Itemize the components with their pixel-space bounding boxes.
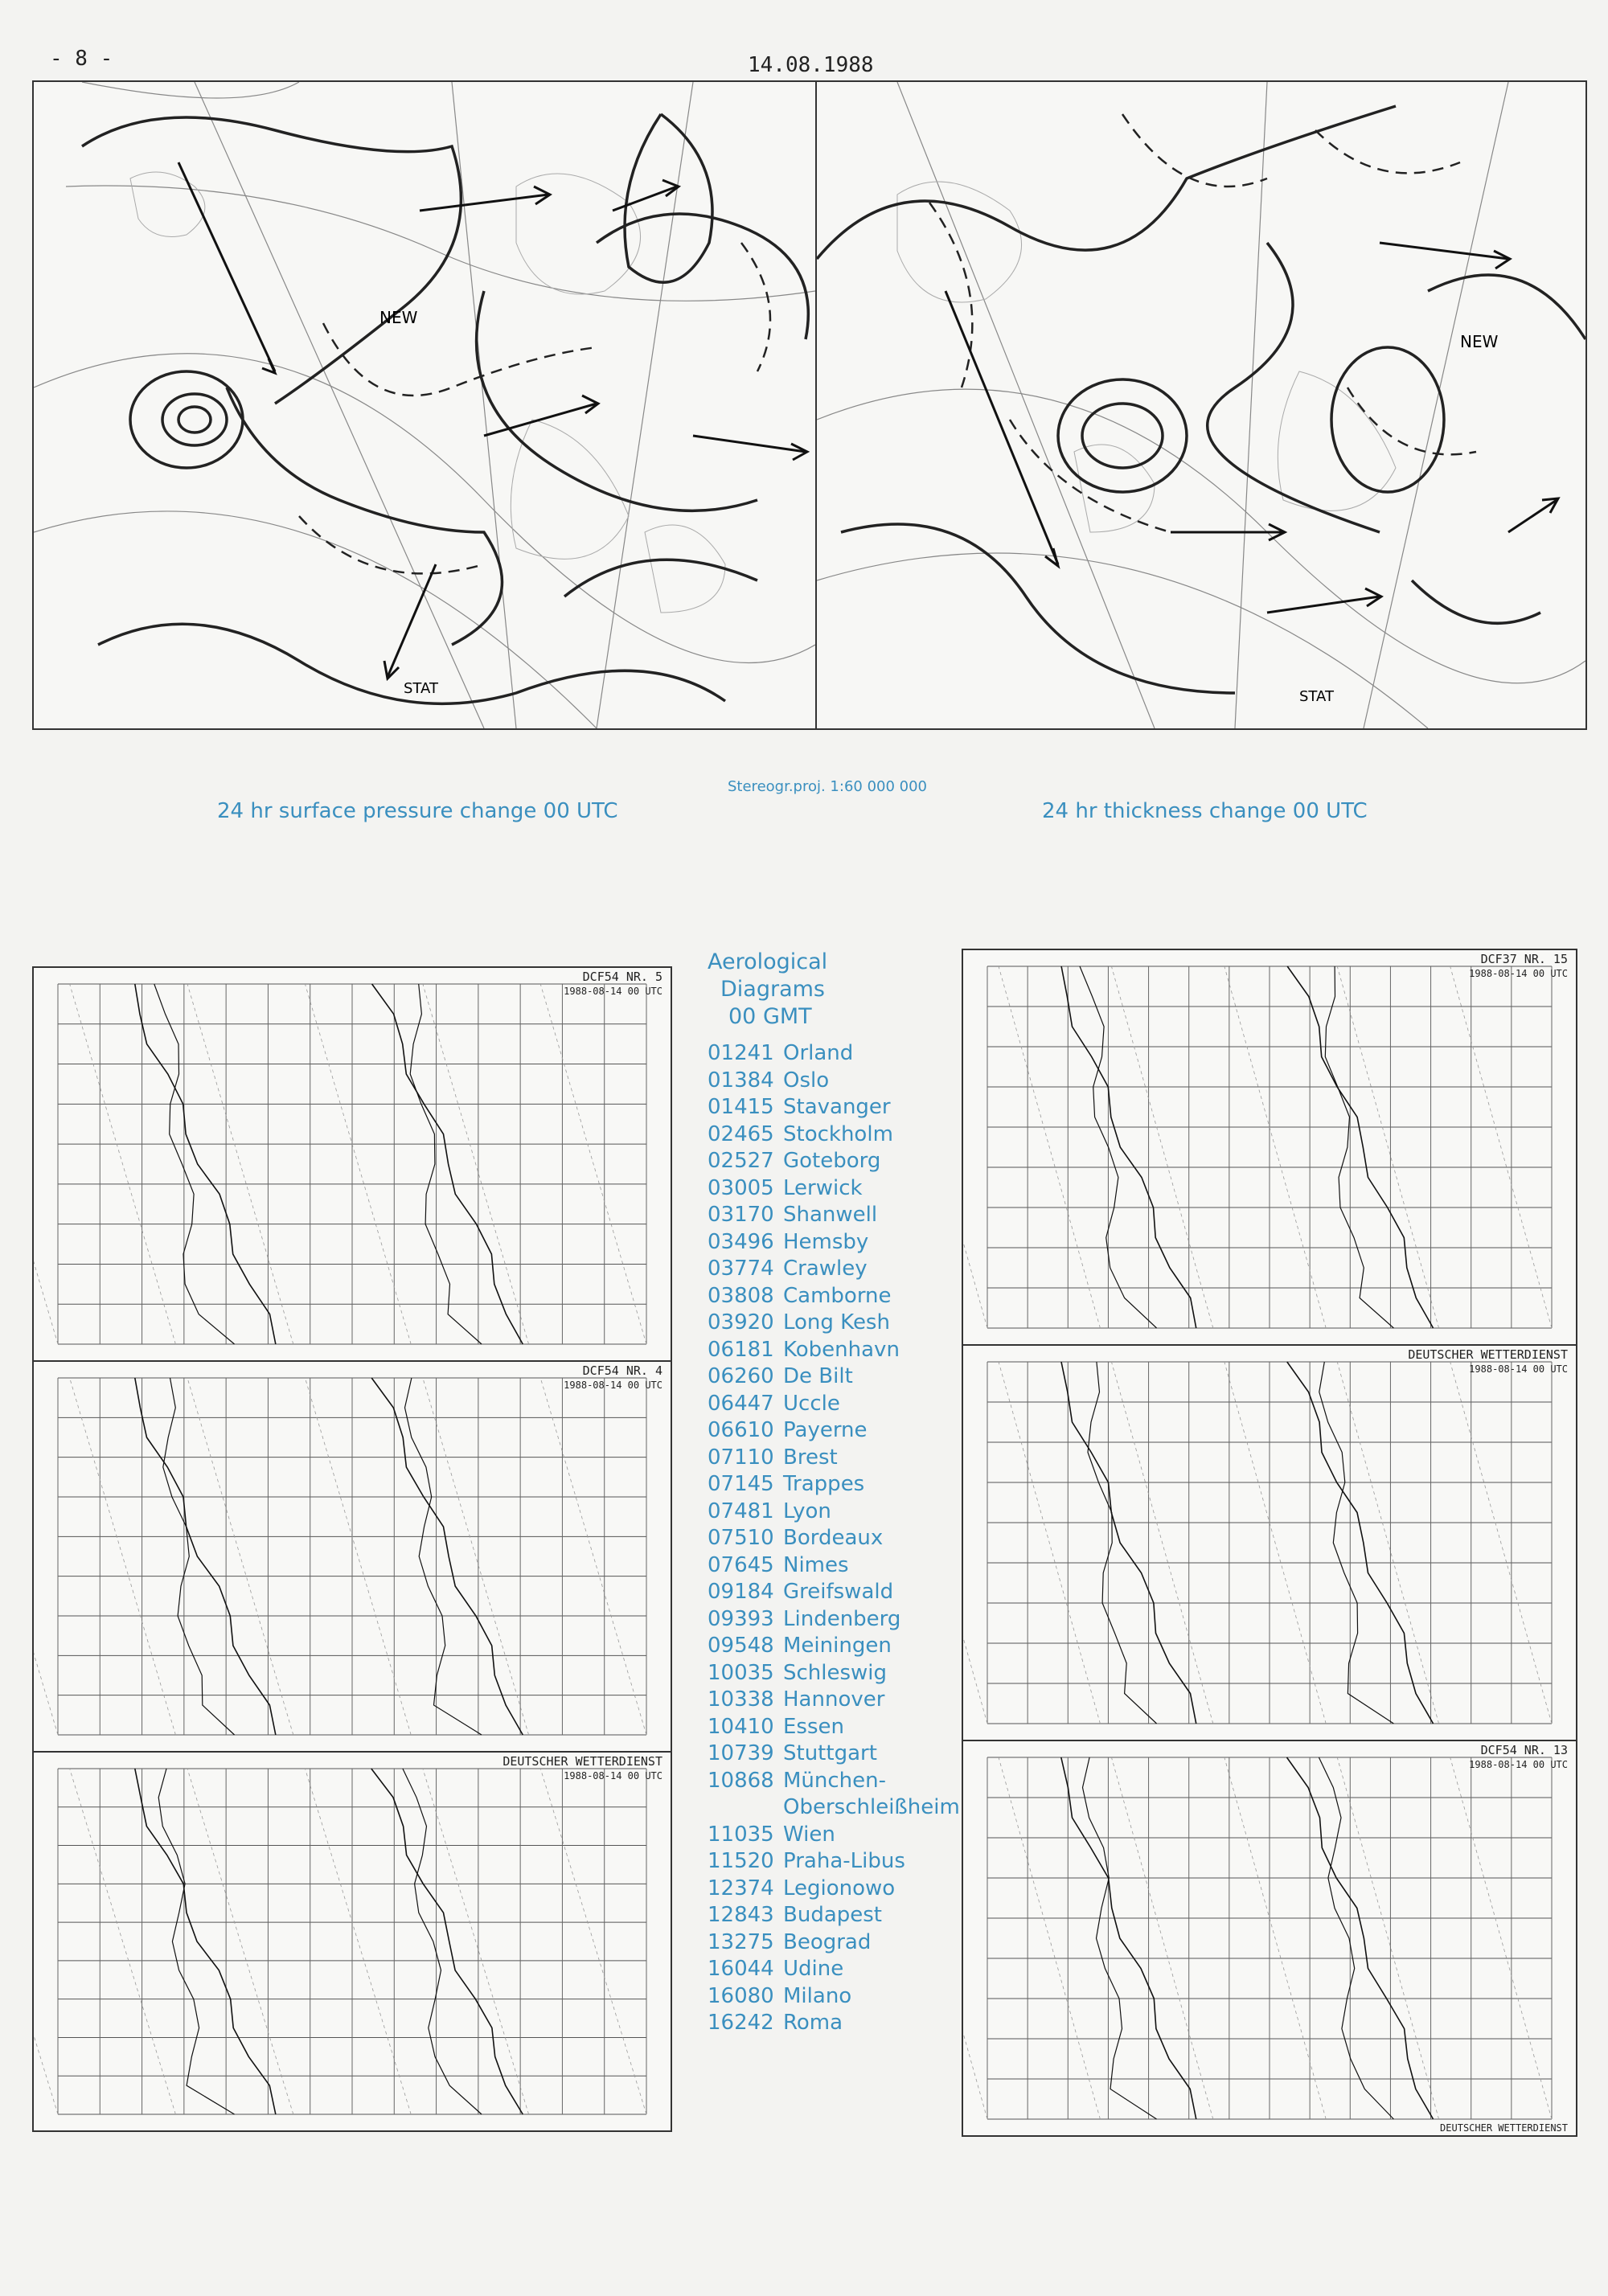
station-name-continuation: Oberschleißheim <box>783 1795 960 1819</box>
station-name: Praha-Libus <box>783 1849 905 1873</box>
diagram-title: DCF54 NR. 5 <box>582 970 662 984</box>
station-legend <box>708 949 960 2037</box>
station-code: 16080 <box>708 1983 774 2008</box>
station-code: 03170 <box>708 1203 774 1227</box>
station-code: 01415 <box>708 1095 774 1119</box>
station-code: 06260 <box>708 1364 774 1388</box>
station-row <box>708 2010 957 2037</box>
aerological-diagram-left-top <box>32 966 672 1362</box>
station-name: Hemsby <box>783 1229 869 1254</box>
station-code: 11520 <box>708 1849 774 1873</box>
station-row <box>708 1740 957 1768</box>
station-name: Stuttgart <box>783 1741 877 1765</box>
station-name: Orland <box>783 1041 854 1065</box>
diagram-date: 1988-08-14 00 UTC <box>1469 1759 1568 1770</box>
aerological-diagram-right-mid <box>962 1344 1577 1741</box>
station-row <box>708 1445 957 1472</box>
station-row <box>708 1714 957 1741</box>
page-date: 14.08.1988 <box>748 53 874 77</box>
station-code: 16242 <box>708 2011 774 2035</box>
station-code: 03005 <box>708 1175 774 1200</box>
station-row <box>708 1579 957 1606</box>
diagram-drawing <box>963 1741 1576 2135</box>
station-name: Lerwick <box>783 1175 863 1200</box>
diagram-drawing <box>34 1753 671 2130</box>
station-name: Beograd <box>783 1929 872 1954</box>
diagram-date: 1988-08-14 00 UTC <box>564 986 662 997</box>
station-name: Wien <box>783 1822 835 1847</box>
diagram-date: 1988-08-14 00 UTC <box>1469 1363 1568 1375</box>
station-code: 12374 <box>708 1876 774 1900</box>
station-name: Nimes <box>783 1552 849 1577</box>
aerological-diagram-right-top <box>962 949 1577 1346</box>
diagram-drawing <box>34 1362 671 1751</box>
station-name: Shanwell <box>783 1203 878 1227</box>
map-label-new: NEW <box>379 308 418 327</box>
diagram-title: DEUTSCHER WETTERDIENST <box>503 1754 662 1769</box>
station-code: 10035 <box>708 1660 774 1685</box>
aerological-diagram-right-bottom <box>962 1740 1577 2137</box>
station-name: Budapest <box>783 1903 882 1927</box>
station-row <box>708 1929 957 1957</box>
diagram-date: 1988-08-14 00 UTC <box>1469 968 1568 979</box>
station-row <box>708 1202 957 1229</box>
station-code: 07510 <box>708 1526 774 1550</box>
station-row <box>708 1363 957 1391</box>
diagram-title: DEUTSCHER WETTERDIENST <box>1408 1347 1568 1362</box>
legend-heading <box>708 949 957 1031</box>
page-number: - 8 - <box>50 47 113 71</box>
station-row <box>708 1768 957 1795</box>
station-name: Goteborg <box>783 1149 881 1173</box>
thickness-map-drawing <box>817 82 1585 728</box>
station-row <box>708 1956 957 1983</box>
station-row <box>708 1983 957 2011</box>
diagram-drawing <box>34 968 671 1360</box>
station-row <box>708 1040 957 1068</box>
map-label-stat: STAT <box>404 680 438 697</box>
map-label-stat-right: STAT <box>1299 688 1334 705</box>
station-row <box>708 1229 957 1257</box>
station-code: 03920 <box>708 1310 774 1335</box>
station-row <box>708 1121 957 1149</box>
station-row <box>708 1337 957 1364</box>
station-code: 12843 <box>708 1903 774 1927</box>
station-name: Long Kesh <box>783 1310 890 1335</box>
station-code: 16044 <box>708 1957 774 1981</box>
station-code: 02465 <box>708 1121 774 1146</box>
station-code: 10410 <box>708 1714 774 1739</box>
station-name: Milano <box>783 1983 852 2008</box>
station-name: De Bilt <box>783 1364 853 1388</box>
station-row <box>708 1822 957 1849</box>
station-name: Legionowo <box>783 1876 896 1900</box>
right-map-caption: 24 hr thickness change 00 UTC <box>1042 799 1368 823</box>
station-code: 09548 <box>708 1634 774 1658</box>
diagram-date: 1988-08-14 00 UTC <box>564 1380 662 1391</box>
projection-note: Stereogr.proj. 1:60 000 000 <box>728 778 928 795</box>
aerological-diagram-left-bottom <box>32 1751 672 2132</box>
station-name: Oslo <box>783 1068 830 1093</box>
station-name: Trappes <box>783 1472 865 1496</box>
station-row <box>708 1391 957 1418</box>
station-name: Stavanger <box>783 1095 891 1119</box>
station-name: Hannover <box>783 1687 885 1712</box>
station-row <box>708 1660 957 1687</box>
station-row <box>708 1175 957 1203</box>
station-row <box>708 1499 957 1526</box>
diagram-footer: DEUTSCHER WETTERDIENST <box>1440 2122 1568 2134</box>
diagram-drawing <box>963 1346 1576 1740</box>
pressure-map-drawing <box>34 82 815 728</box>
station-code: 07145 <box>708 1472 774 1496</box>
station-name: Lyon <box>783 1499 831 1523</box>
station-row <box>708 1310 957 1337</box>
station-code: 13275 <box>708 1929 774 1954</box>
station-row <box>708 1148 957 1175</box>
station-name: Schleswig <box>783 1660 888 1685</box>
legend-heading-line1: Aerological <box>708 949 828 974</box>
station-row <box>708 1283 957 1310</box>
station-code: 11035 <box>708 1822 774 1847</box>
station-row <box>708 1068 957 1095</box>
diagram-drawing <box>963 950 1576 1344</box>
station-code: 06447 <box>708 1391 774 1416</box>
station-name: Greifswald <box>783 1580 894 1604</box>
station-row <box>708 1256 957 1283</box>
aerological-diagram-left-mid <box>32 1360 672 1753</box>
thickness-change-map <box>815 80 1587 730</box>
station-name: Essen <box>783 1714 844 1739</box>
station-name: Uccle <box>783 1391 840 1416</box>
station-row <box>708 1633 957 1660</box>
station-code: 03808 <box>708 1283 774 1308</box>
station-code: 09184 <box>708 1580 774 1604</box>
station-name: Crawley <box>783 1257 868 1281</box>
station-code: 07110 <box>708 1445 774 1470</box>
station-row <box>708 1094 957 1121</box>
station-code: 10868 <box>708 1768 774 1793</box>
station-row <box>708 1552 957 1580</box>
diagram-title: DCF37 NR. 15 <box>1480 952 1568 966</box>
diagram-title: DCF54 NR. 4 <box>582 1363 662 1378</box>
station-row <box>708 1471 957 1499</box>
station-row <box>708 1848 957 1876</box>
station-name: Bordeaux <box>783 1526 884 1550</box>
left-map-caption: 24 hr surface pressure change 00 UTC <box>217 799 618 823</box>
station-row <box>708 1606 957 1634</box>
station-row <box>708 1876 957 1903</box>
diagram-title: DCF54 NR. 13 <box>1480 1743 1568 1757</box>
surface-pressure-change-map <box>32 80 817 730</box>
station-code: 07481 <box>708 1499 774 1523</box>
station-name: Camborne <box>783 1283 892 1308</box>
station-name: Kobenhavn <box>783 1337 900 1362</box>
diagram-date: 1988-08-14 00 UTC <box>564 1770 662 1781</box>
station-code: 01241 <box>708 1041 774 1065</box>
station-name: Roma <box>783 2011 843 2035</box>
station-code: 10338 <box>708 1687 774 1712</box>
station-name: Stockholm <box>783 1121 893 1146</box>
station-row <box>708 1902 957 1929</box>
station-name: Meiningen <box>783 1634 892 1658</box>
legend-heading-line2: Diagrams <box>720 977 825 1002</box>
station-name: Payerne <box>783 1418 868 1442</box>
station-code: 06181 <box>708 1337 774 1362</box>
station-code: 03496 <box>708 1229 774 1254</box>
map-label-new-right: NEW <box>1460 332 1499 351</box>
station-code: 02527 <box>708 1149 774 1173</box>
station-list <box>708 1040 960 2037</box>
station-code: 01384 <box>708 1068 774 1093</box>
station-code: 06610 <box>708 1418 774 1442</box>
station-name: München- <box>783 1768 887 1793</box>
station-code: 07645 <box>708 1552 774 1577</box>
station-row <box>708 1417 957 1445</box>
station-name: Udine <box>783 1957 844 1981</box>
station-name: Brest <box>783 1445 838 1470</box>
station-row <box>708 1687 957 1714</box>
station-code: 10739 <box>708 1741 774 1765</box>
station-row <box>708 1525 957 1552</box>
station-code: 03774 <box>708 1257 774 1281</box>
legend-heading-line3: 00 GMT <box>728 1004 812 1029</box>
station-name: Lindenberg <box>783 1606 901 1631</box>
station-code: 09393 <box>708 1606 774 1631</box>
